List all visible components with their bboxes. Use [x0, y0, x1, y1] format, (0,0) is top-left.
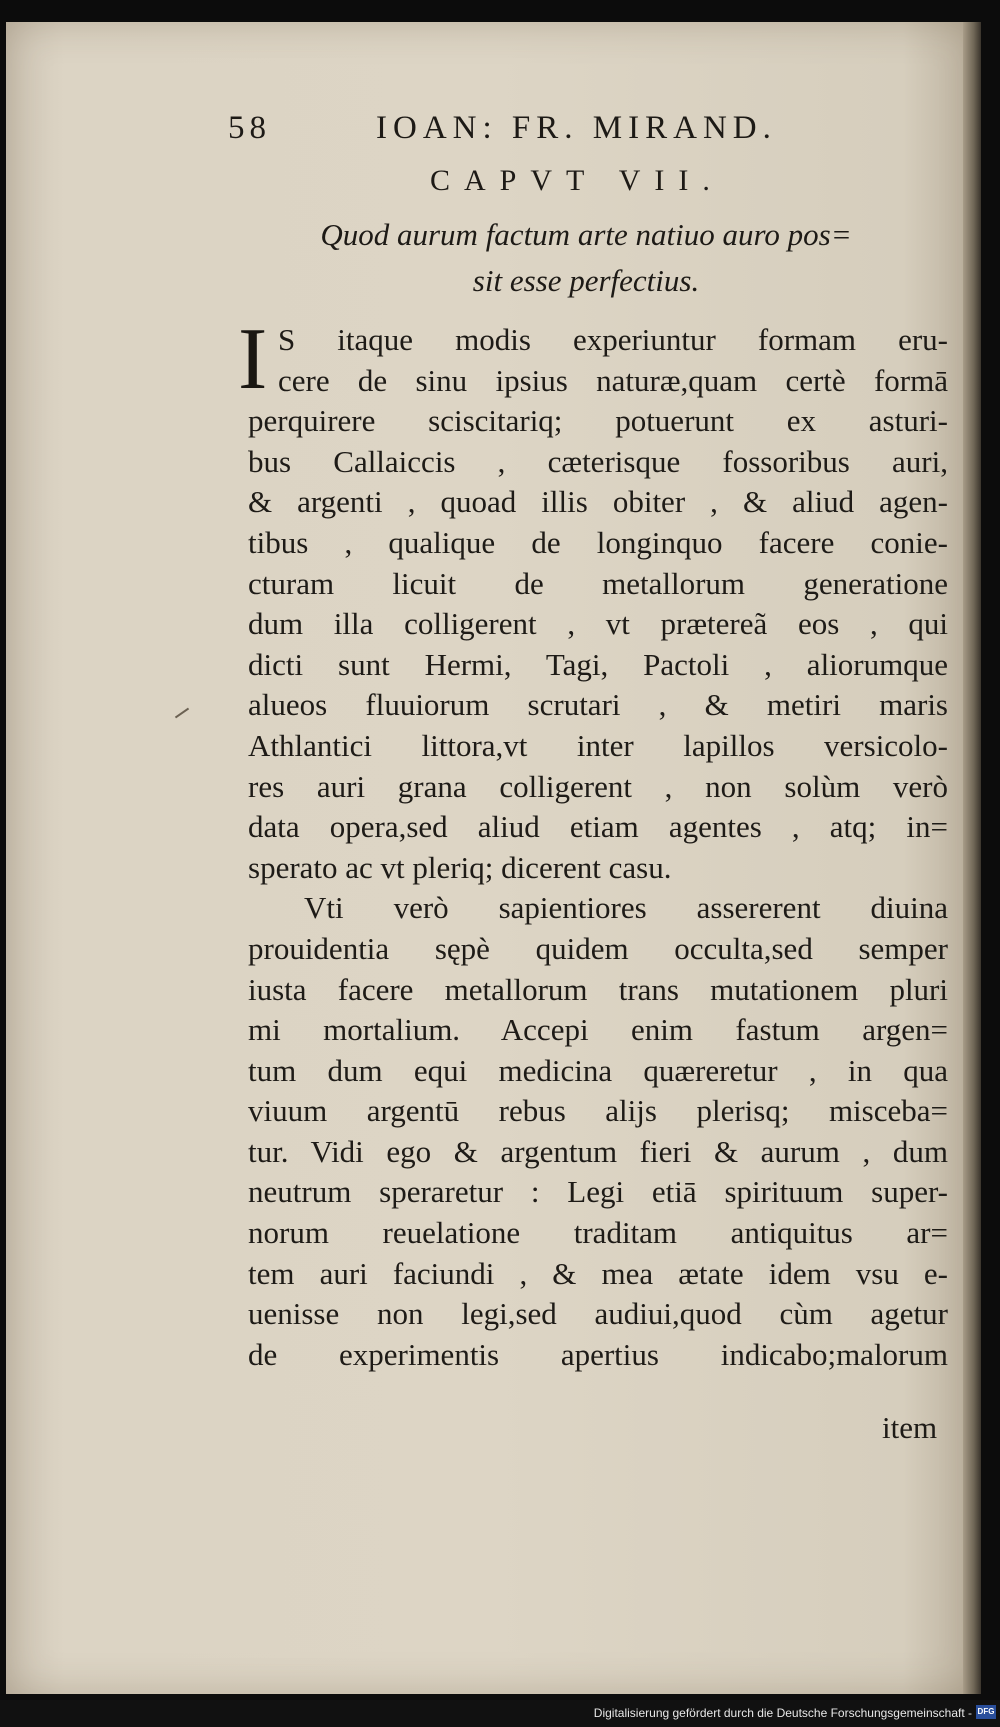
text-line: Vti verò sapientiores assererent diuina	[304, 890, 948, 926]
text-line: cere de sinu ipsius naturæ,quam certè formā	[278, 362, 948, 398]
subtitle-line-1: Quod aurum factum arte natiuo auro pos=	[320, 217, 852, 252]
text-line: tum dum equi medicina quæreretur , in qua	[248, 1052, 948, 1088]
text-line: bus Callaiccis , cæterisque fossoribus auri,	[248, 443, 948, 479]
marginal-mark	[175, 708, 189, 719]
text-line: Athlantici littora,vt inter lapillos versicolo-	[248, 727, 948, 763]
page-number: 58	[228, 110, 271, 146]
text-line: data opera,sed aliud etiam agentes , atq; in=	[248, 809, 948, 845]
text-line: tem auri faciundi , & mea ætate idem vsu e-	[248, 1255, 948, 1291]
text-line: S itaque modis experiuntur formam eru-	[278, 322, 948, 357]
running-title: IOAN: FR. MIRAND.	[376, 110, 777, 146]
text-line: dicti sunt Hermi, Tagi, Pactoli , aliorumque	[248, 646, 948, 682]
text-line: neutrum speraretur : Legi etiā spirituum super-	[248, 1174, 948, 1210]
text-line: norum reuelatione traditam antiquitus ar=	[248, 1215, 948, 1251]
text-line: sperato ac vt pleriq; dicerent casu.	[248, 849, 672, 885]
footer-bar	[0, 1700, 1000, 1727]
subtitle-line-2: sit esse perfectius.	[472, 263, 700, 298]
dfg-logo[interactable]: DFG	[976, 1705, 996, 1719]
text-line: viuum argentū rebus alijs plerisq; misceba=	[248, 1093, 948, 1129]
text-line: uenisse non legi,sed audiui,quod cùm agetur	[248, 1296, 948, 1332]
text-line: tur. Vidi ego & argentum fieri & aurum , dum	[248, 1133, 948, 1169]
drop-cap: I	[238, 311, 268, 408]
footer-credit: Digitalisierung gefördert durch die Deutsche Forschungsgemeinschaft -	[593, 1706, 972, 1720]
chapter-subtitle	[246, 212, 926, 304]
text-line: prouidentia sępè quidem occulta,sed semper	[248, 930, 948, 966]
text-line: cturam licuit de metallorum generatione	[248, 565, 948, 601]
text-line: de experimentis apertius indicabo;malorum	[248, 1336, 948, 1372]
text-line: iusta facere metallorum trans mutationem pluri	[248, 971, 948, 1007]
text-line: mi mortalium. Accepi enim fastum argen=	[248, 1012, 948, 1048]
page-edge	[963, 22, 981, 1694]
text-line: dum illa colligerent , vt prætereã eos , qui	[248, 606, 948, 642]
chapter-title: CAPVT VII.	[430, 164, 724, 197]
text-line: tibus , qualique de longinquo facere conie-	[248, 524, 948, 560]
catchword: item	[882, 1410, 938, 1445]
text-line: perquirere sciscitariq; potuerunt ex asturi-	[248, 403, 948, 439]
text-line: alueos fluuiorum scrutari , & metiri maris	[248, 687, 948, 723]
text-line: res auri grana colligerent , non solùm verò	[248, 768, 948, 804]
page-header	[228, 110, 828, 150]
body-text	[238, 311, 948, 1375]
text-line: & argenti , quoad illis obiter , & aliud agen-	[248, 484, 948, 520]
book-page	[6, 22, 981, 1694]
